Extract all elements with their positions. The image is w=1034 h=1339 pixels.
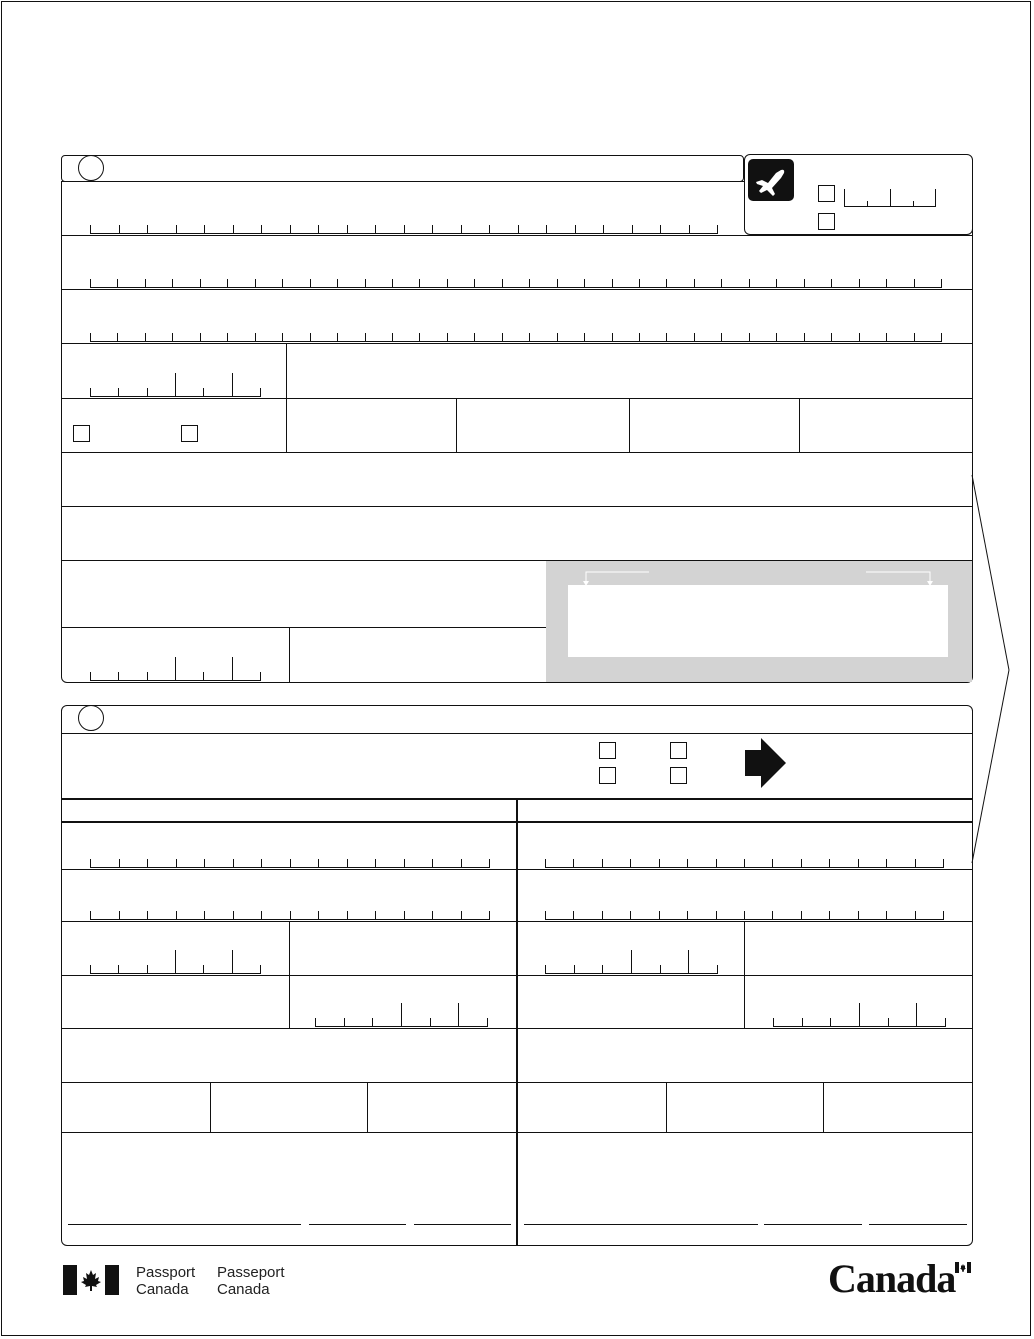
department-fr-line-2: Canada xyxy=(217,1281,270,1298)
reference-1-phone-field[interactable] xyxy=(315,1015,487,1027)
section-1-frame xyxy=(61,155,744,182)
section-2-number-circle xyxy=(78,705,104,731)
section-1-number-circle xyxy=(78,155,104,181)
canada-wordmark: Canada xyxy=(828,1256,956,1301)
reference-1-date-field[interactable] xyxy=(90,962,260,974)
reference-1-extra-line[interactable] xyxy=(414,1224,511,1225)
maple-leaf-flag-icon xyxy=(63,1265,119,1295)
surname-field[interactable] xyxy=(90,222,717,234)
arrow-right-icon xyxy=(745,738,787,788)
travel-date-field[interactable] xyxy=(844,189,936,207)
reference-2-signature-line[interactable] xyxy=(524,1224,758,1225)
department-en-line-1: Passport xyxy=(136,1264,196,1281)
department-fr-line-1: Passeport xyxy=(217,1264,285,1281)
section-connector-lines xyxy=(965,470,1015,870)
department-name-fr xyxy=(217,1264,285,1298)
date-of-birth-field[interactable] xyxy=(90,385,260,397)
guarantor-checkbox-3[interactable] xyxy=(599,767,616,784)
sex-male-checkbox[interactable] xyxy=(73,425,90,442)
department-name-en xyxy=(136,1264,195,1298)
height-date-field[interactable] xyxy=(90,669,260,681)
department-en-line-2: Canada xyxy=(136,1281,189,1298)
reference-2-surname-field[interactable] xyxy=(545,856,943,868)
reference-2-phone-field[interactable] xyxy=(773,1015,945,1027)
reference-1-signature-line[interactable] xyxy=(68,1224,301,1225)
signature-box[interactable] xyxy=(568,585,948,657)
reference-1-given-names-field[interactable] xyxy=(90,908,489,920)
reference-1-surname-field[interactable] xyxy=(90,856,489,868)
given-names-field[interactable] xyxy=(90,276,941,288)
guarantor-checkbox-2[interactable] xyxy=(670,742,687,759)
travel-unknown-checkbox[interactable] xyxy=(818,213,835,230)
reference-2-extra-line[interactable] xyxy=(869,1224,967,1225)
given-names-2-field[interactable] xyxy=(90,330,941,342)
guarantor-checkbox-4[interactable] xyxy=(670,767,687,784)
guarantor-checkbox-1[interactable] xyxy=(599,742,616,759)
wordmark-flag-icon xyxy=(955,1262,971,1273)
signature-bounds-arrows xyxy=(546,561,972,591)
reference-2-date-line[interactable] xyxy=(764,1224,862,1225)
travel-date-checkbox[interactable] xyxy=(818,185,835,202)
reference-1-date-line[interactable] xyxy=(309,1224,406,1225)
sex-female-checkbox[interactable] xyxy=(181,425,198,442)
reference-2-given-names-field[interactable] xyxy=(545,908,943,920)
reference-2-date-field[interactable] xyxy=(545,962,717,974)
airplane-icon xyxy=(748,159,794,201)
